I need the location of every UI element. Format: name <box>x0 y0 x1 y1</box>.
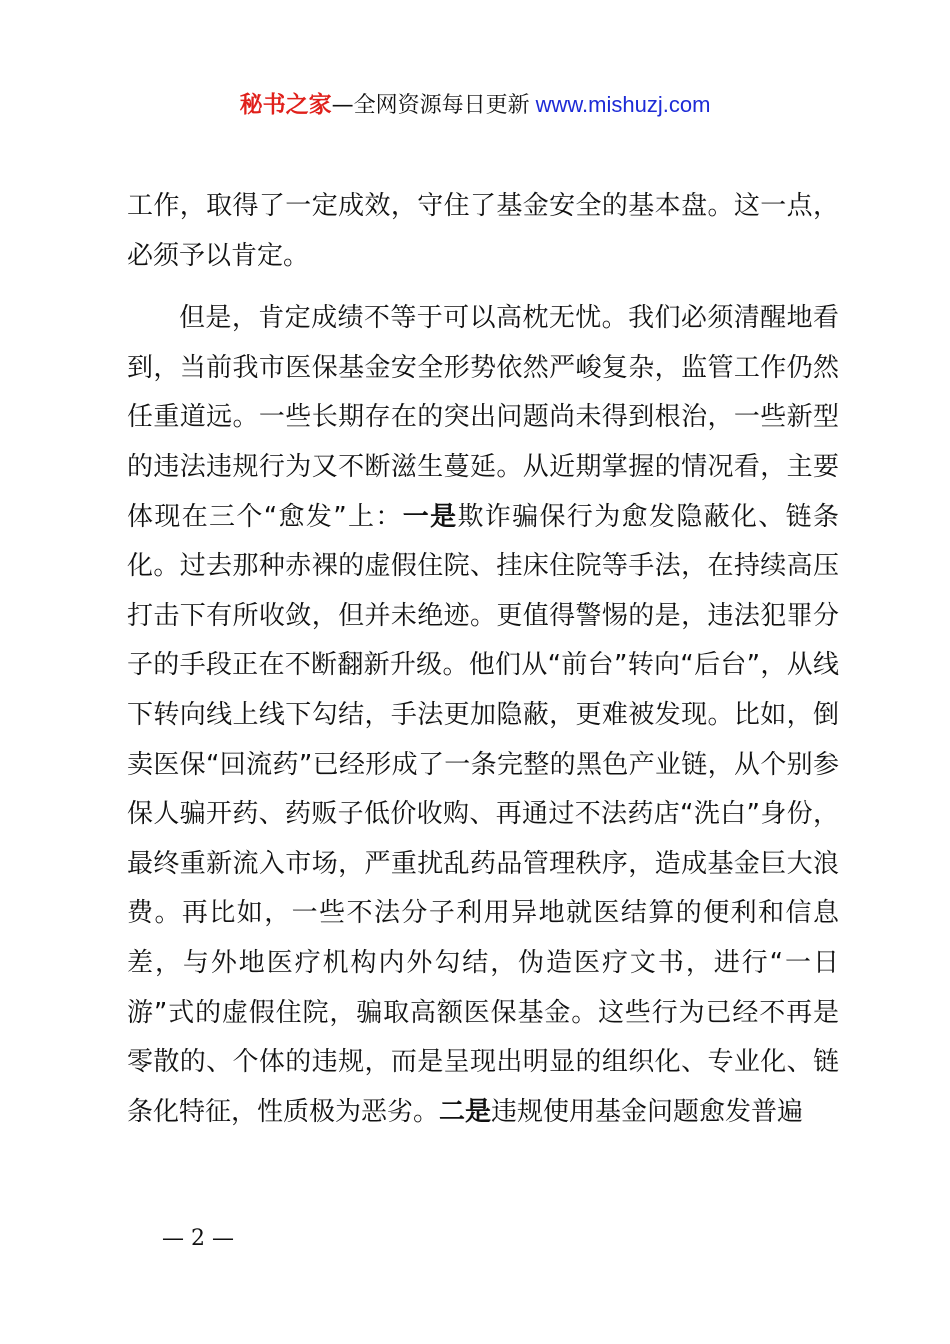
document-body <box>127 182 839 1137</box>
site-url-link[interactable]: www.mishuzj.com <box>535 92 711 117</box>
header-tagline: —全网资源每日更新 <box>331 93 530 118</box>
paragraph-text-point-one: 欺诈骗保行为愈发隐蔽化、链条化。过去那种赤裸的虚假住院、挂床住院等手法，在持续高压打击下有所收敛，但并未绝迹。更值得警惕的是，违法犯罪分子的手段正在不断翻新升级。他们从“前台”转向“后台”，从线下转向线上线下勾结，手法更加隐蔽，更难被发现。比如，倒卖医保“回流药”已经形成了一条完整的黑色产业链，从个别参保人骗开药、药贩子低价收购、再通过不法药店“洗白”身份，最终重新流入市场，严重扰乱药品管理秩序，造成基金巨大浪费。再比如，一些不法分子利用异地就医结算的便利和信息差，与外地医疗机构内外勾结，伪造医疗文书，进行“一日游”式的虚假住院，骗取高额医保基金。这些行为已经不再是零散的、个体的违规，而是呈现出明显的组织化、专业化、链条化特征，性质极为恶劣。 <box>127 501 839 1127</box>
site-header <box>0 88 950 123</box>
paragraph-text-point-two: 违规使用基金问题愈发普遍 <box>491 1096 804 1127</box>
paragraph-text-intro: 但是，肯定成绩不等于可以高枕无忧。我们必须清醒地看到，当前我市医保基金安全形势依然严峻复杂，监管工作仍然任重道远。一些长期存在的突出问题尚未得到根治，一些新型的违法违规行为又不断滋生蔓延。从近期掌握的情况看，主要体现在三个“愈发”上： <box>127 303 839 532</box>
paragraph-continued: 工作，取得了一定成效，守住了基金安全的基本盘。这一点，必须予以肯定。 <box>127 191 839 271</box>
point-two-label: 二是 <box>439 1096 492 1127</box>
point-one-label: 一是 <box>402 501 458 532</box>
page-number: — 2 — <box>162 1226 234 1251</box>
brand-name: 秘书之家 <box>239 92 332 118</box>
paragraph-main <box>127 294 839 1137</box>
